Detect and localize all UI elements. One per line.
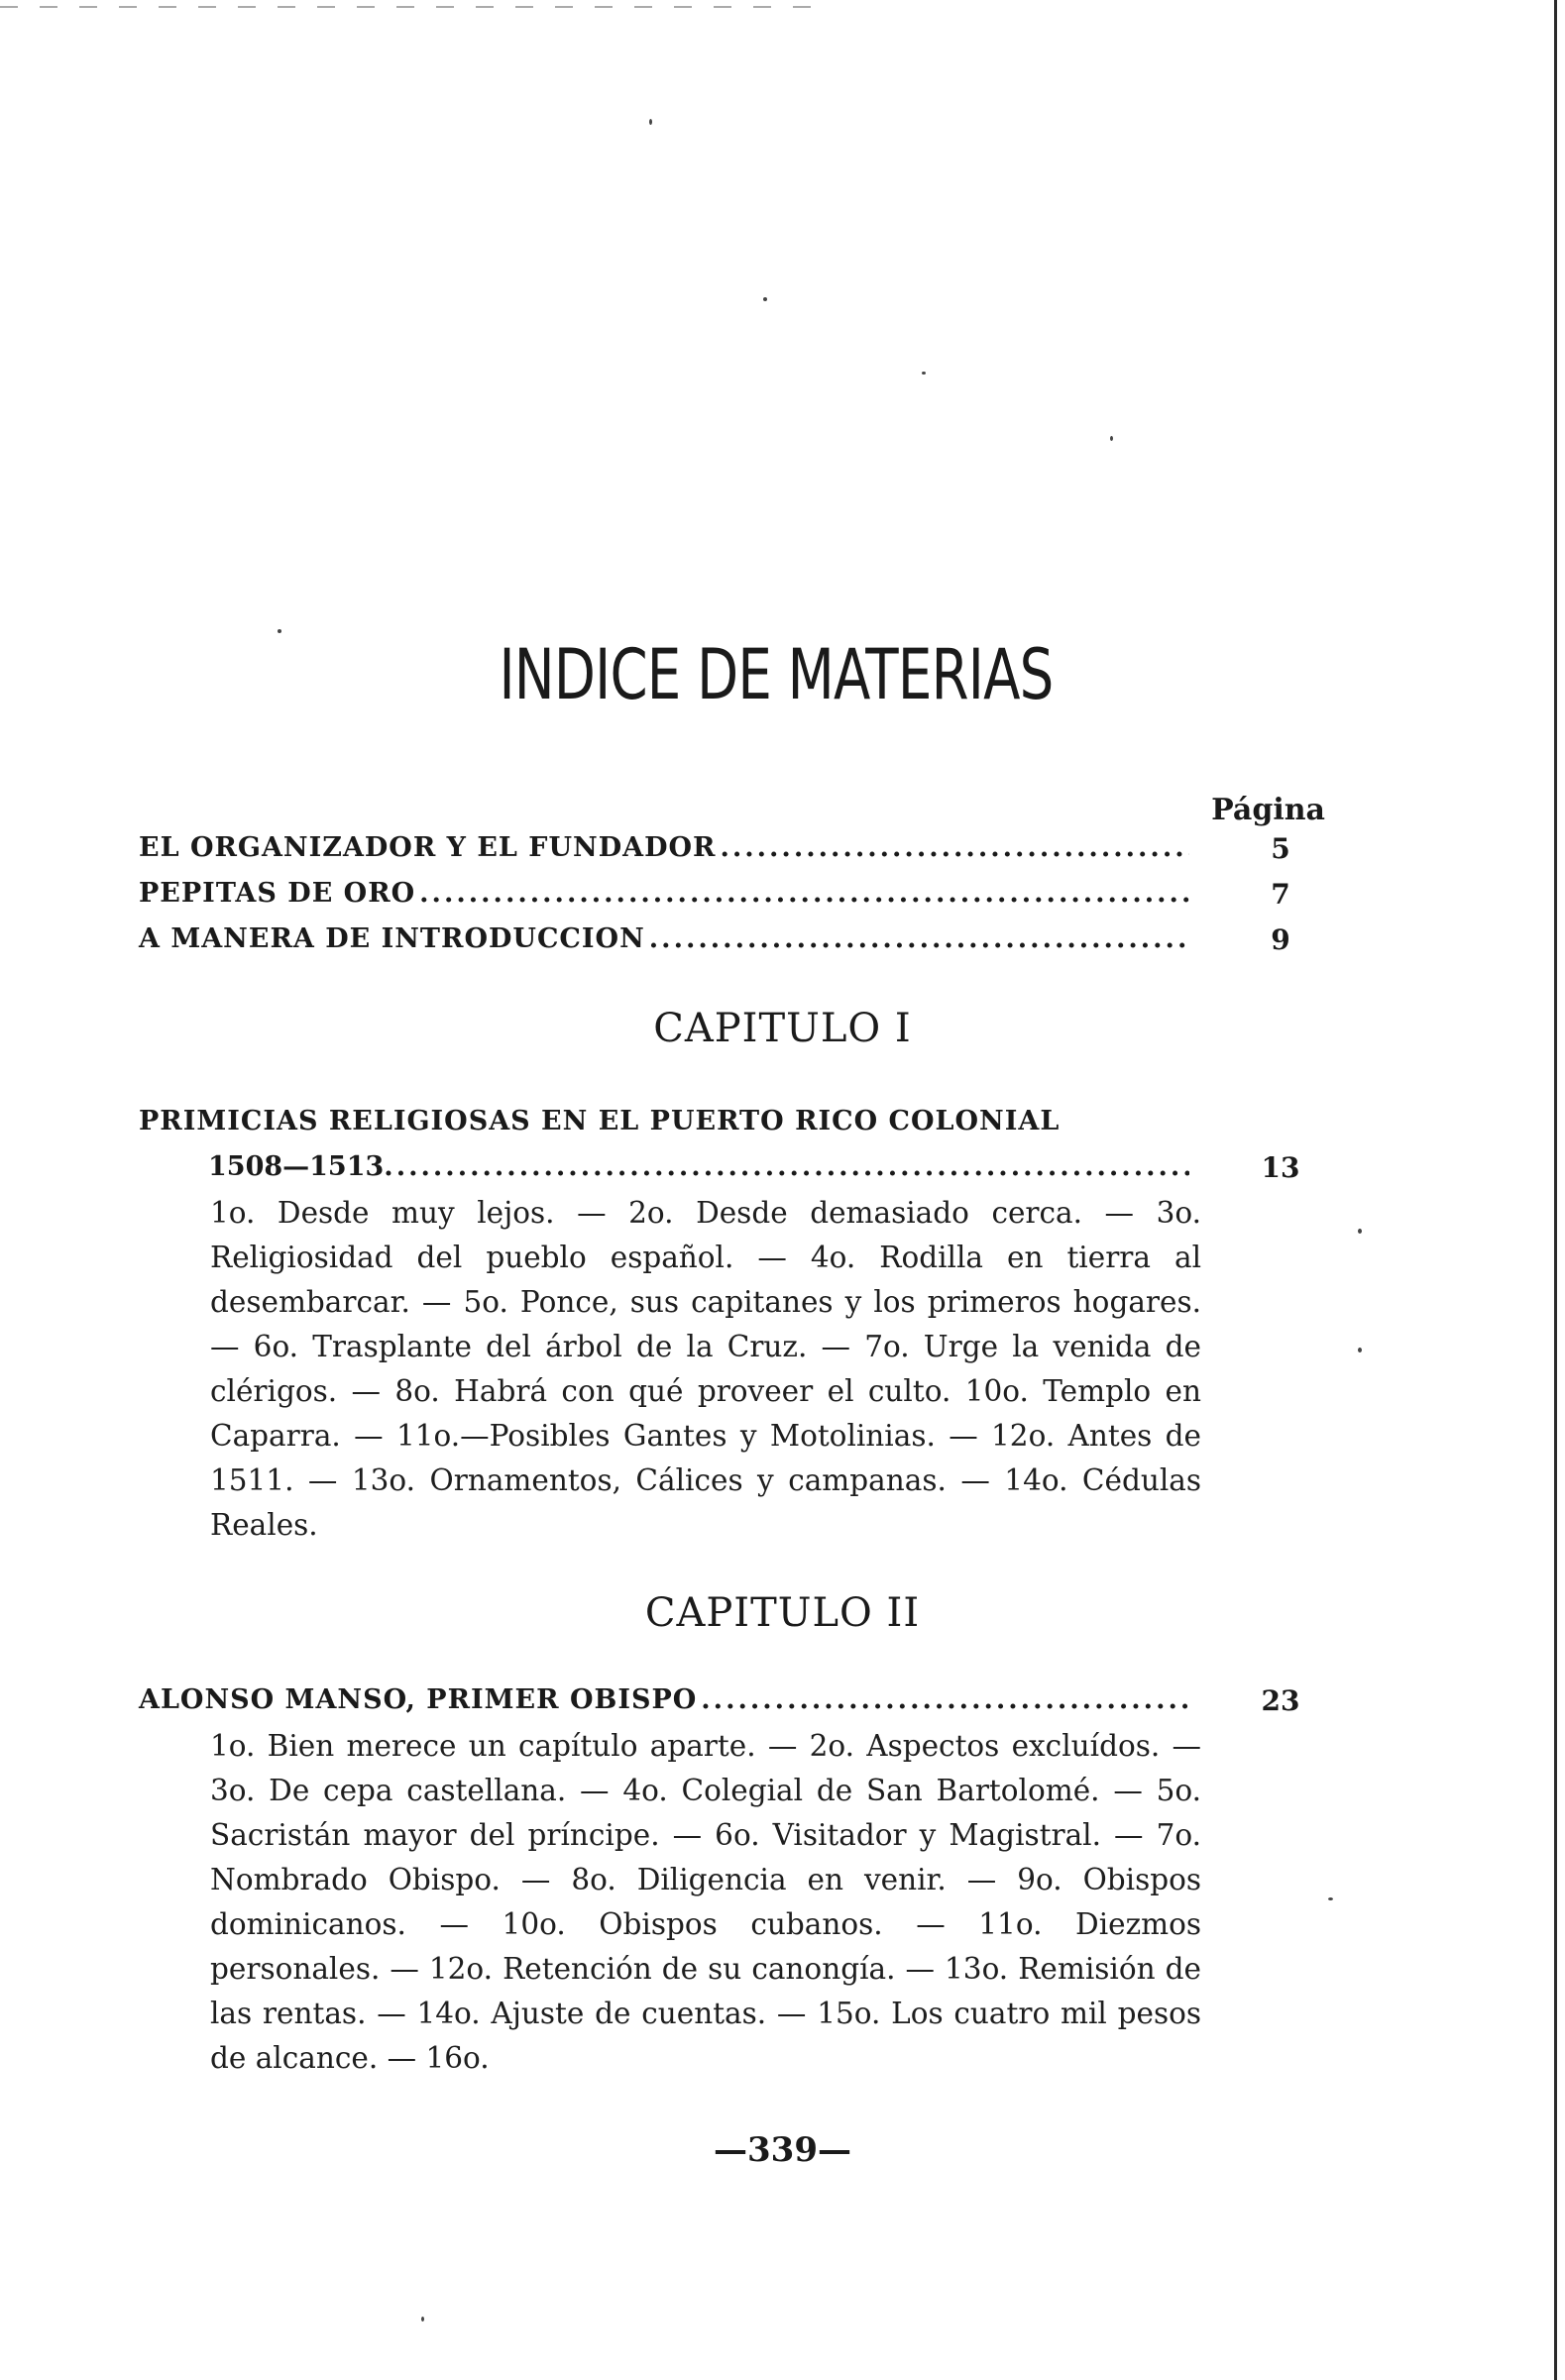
toc-entry <box>139 923 1189 963</box>
scan-edge-right <box>1554 0 1557 2380</box>
scan-speck <box>1358 1229 1362 1234</box>
chapter-entry-page: 13 <box>1261 1151 1300 1184</box>
chapter-summary: 1o. Bien merece un capítulo aparte. — 2o. Aspectos excluídos. — 3o. De cepa castellana. — 4o. Colegial de San Bartolomé. — 5o. Sacristán mayor del príncipe. — 6o. Visitador y Magistral. — 7o. Nombrado Obispo. — 8o. Diligencia en venir. — 9o. Obispos dominicanos. — 10o. Obispos cubanos. — 11o. Diezmos personales. — 12o. Retención de su canongía. — 13o. Remisión de las rentas. — 14o. Ajuste de cuentas. — 15o. Los cuatro mil pesos de alcance. — 16o. <box>210 1729 1201 2075</box>
toc-entry-page: 9 <box>1271 923 1290 956</box>
toc-entry-label: A MANERA DE INTRODUCCION <box>139 923 645 954</box>
toc-entry <box>139 832 1189 872</box>
toc-leader-dots <box>419 878 1189 909</box>
scan-speck <box>1358 1348 1362 1352</box>
chapter-entry-years: 1508—1513 <box>208 1151 385 1182</box>
chapter-summary: 1o. Desde muy lejos. — 2o. Desde demasiado cerca. — 3o. Religiosidad del pueblo español. — 4o. Rodilla en tierra al desembarcar. — 5o. Ponce, sus capitanes y los primeros hogares. — 6o. Trasplante del árbol de la Cruz. — 7o. Urge la venida de clérigos. — 8o. Habrá con qué proveer el culto. 10o. Templo en Caparra. — 11o.—Posibles Gantes y Motolinias. — 12o. Antes de 1511. — 13o. Ornamentos, Cálices y campanas. — 14o. Cédulas Reales. <box>210 1196 1201 1542</box>
scan-speck <box>1328 1897 1333 1900</box>
scan-speck <box>278 629 281 633</box>
scan-speck <box>421 2317 424 2322</box>
toc-entry-page: 5 <box>1271 832 1290 865</box>
page-title: INDICE DE MATERIAS <box>499 634 1054 715</box>
scan-artifact-top <box>0 6 813 8</box>
toc-leader-dots <box>384 1151 1189 1182</box>
page-column-header: Página <box>1211 793 1325 827</box>
scan-speck <box>763 297 767 301</box>
chapter-entry-title-text: ALONSO MANSO, PRIMER OBISPO <box>139 1684 698 1715</box>
scan-speck <box>922 372 926 375</box>
chapter-entry-title <box>139 1684 1189 1724</box>
toc-leader-dots <box>701 1684 1189 1715</box>
scan-speck <box>649 119 652 125</box>
toc-entry-label: EL ORGANIZADOR Y EL FUNDADOR <box>139 832 717 863</box>
toc-entry <box>139 878 1189 918</box>
chapter-heading: CAPITULO II <box>644 1590 921 1636</box>
toc-leader-dots <box>720 832 1189 863</box>
toc-entry-label: PEPITAS DE ORO <box>139 878 416 909</box>
chapter-entry-subtitle <box>208 1151 1189 1182</box>
toc-entry-page: 7 <box>1271 878 1290 911</box>
chapter-entry-title-text: PRIMICIAS RELIGIOSAS EN EL PUERTO RICO COLONIAL <box>139 1106 1061 1136</box>
page-number: —339— <box>714 2130 851 2170</box>
chapter-entry-page: 23 <box>1261 1684 1300 1717</box>
chapter-entry-title <box>139 1106 1288 1145</box>
scan-speck <box>1110 436 1113 441</box>
toc-leader-dots <box>649 923 1189 954</box>
chapter-heading: CAPITULO I <box>653 1006 912 1051</box>
